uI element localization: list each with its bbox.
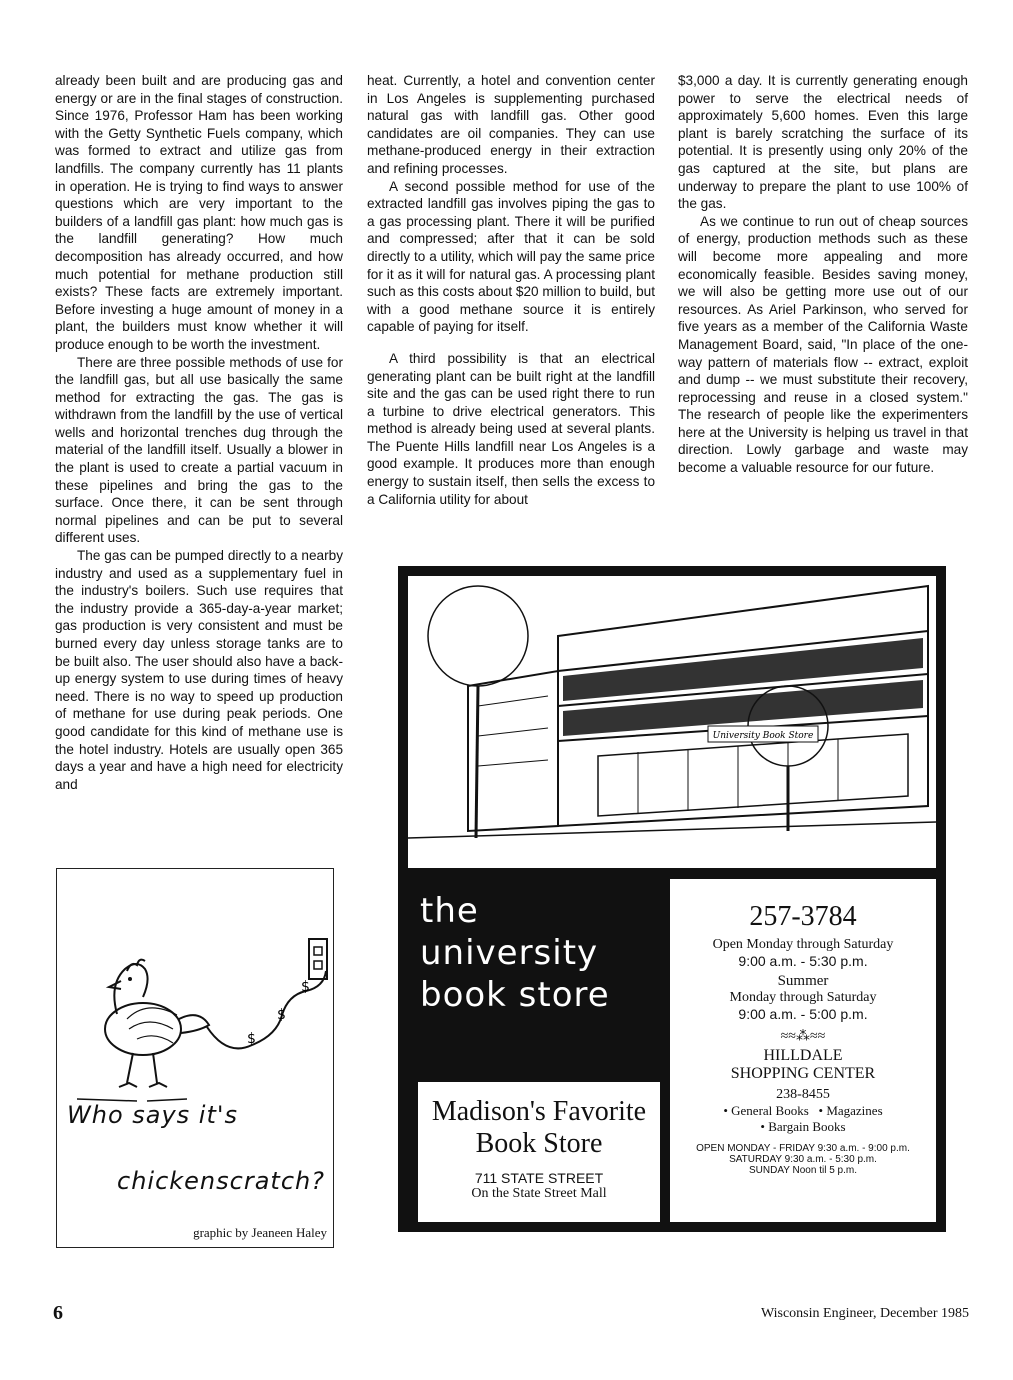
cartoon-box	[56, 868, 334, 1248]
branch-hours-2: SATURDAY 9:30 a.m. - 5:30 p.m.	[729, 1154, 877, 1165]
hours-box	[670, 879, 936, 1222]
summer-label: Summer	[777, 973, 829, 989]
paragraph: already been built and are producing gas and energy or are in the final stages of construction. Since 1976, Professor Ham has been working with the Getty Synthetic Fuels company, which was formed to extract and utilize gas from landfills. The company currently has 11 plants in operation. He is trying to find ways to answer questions which are very important to the builders of a landfill gas plant: how much gas is the landfill generating? How much decomposition has already occurred, and how much potential for methane production still exists? These facts are extremely important. Before investing a huge amount of money in a plant, the builders must know whether it will produce enough to be worth the investment.	[55, 73, 343, 352]
branch-items-2: • Bargain Books	[760, 1119, 846, 1134]
bookstore-title	[420, 890, 610, 1016]
slogan-line-2: Book Store	[475, 1128, 603, 1159]
slogan-line-1: Madison's Favorite	[431, 1096, 647, 1127]
slogan-box	[418, 1082, 660, 1222]
paragraph: heat. Currently, a hotel and convention center in Los Angeles is supplementing purchased natural gas with landfill gas. Other good candidates are oil companies. They can use methane-produced energy in their extraction and refining processes.	[367, 73, 655, 176]
branch-hours-1: OPEN MONDAY - FRIDAY 9:30 a.m. - 9:00 p.m.	[696, 1143, 910, 1154]
paragraph: A second possible method for use of the extracted landfill gas involves piping the gas to a gas processing plant. There it will be purified and compressed; after that it can be sold directly to a utility, which will pay the same price for it as it will for natural gas. A processing plant such as this costs about $20 million to build, but with a good methane source it is entirely capable of paying for itself.	[367, 178, 655, 335]
paragraph: As we continue to run out of cheap sources of energy, production methods such as these will become more appealing and more economically feasible. Besides saving money, we will also be getting more use out of our resources. As Ariel Parkinson, who served for five years as a member of the California Waste Management Board, said, "In place of the one-way pattern of materials flow -- extract, exploit and dump -- we must substitute their recovery, reprocessing and reuse in a closed system." The research of people like the experimenters here at the University is helping us travel in that direction. Lowly garbage and waste may become a valuable resource for our future.	[678, 213, 968, 476]
summer-hours: 9:00 a.m. - 5:00 p.m.	[738, 1006, 868, 1022]
article-column-3	[678, 72, 968, 477]
svg-text:$: $	[301, 979, 310, 995]
chicken-cord-drawing	[57, 909, 333, 1129]
branch-items-1: • General Books • Magazines	[723, 1103, 883, 1118]
paragraph: There are three possible methods of use for the landfill gas, but all use basically the same method for extracting the gas. The gas is withdrawn from the landfill by the use of vertical wells and horizontal trenches dug through the material of the landfill itself. Usually a blower in the plant is used to create a partial vacuum in these pipelines and bring the gas to the surface. Once there, it can be sent through normal pipelines and can be put to several different uses.	[55, 354, 343, 546]
paragraph: The gas can be pumped directly to a nearby industry and used as a supplementary fuel in the industry's boilers. Such use requires that the industry provide a 365-day-a-year market; gas production is very consistent and must be burned every day unless storage tanks are to be built also. The user should also have a back-up energy system to use during times of heavy need. There is no way to speed up production of methane for use during peak periods. One good candidate for this kind of methane use is the hotel industry. Hotels are usually open 365 days a year and have a high need for electricity and	[55, 548, 343, 792]
publication-footer: Wisconsin Engineer, December 1985	[760, 1306, 969, 1321]
branch-name-1: HILLDALE	[763, 1047, 843, 1064]
branch-hours-3: SUNDAY Noon til 5 p.m.	[748, 1165, 857, 1176]
branch-phone: 238-8455	[776, 1087, 830, 1102]
summer-days: Monday through Saturday	[729, 990, 877, 1005]
page-number: 6	[53, 1302, 63, 1324]
cartoon-caption-2: chickenscratch?	[117, 1167, 325, 1195]
bookstore-title-line: book store	[420, 975, 610, 1015]
cartoon-credit: graphic by Jeaneen Haley	[193, 1225, 327, 1240]
svg-text:$: $	[277, 1007, 286, 1023]
bookstore-ad	[398, 566, 946, 1232]
bookstore-building-sketch	[408, 576, 936, 868]
paragraph: A third possibility is that an electrical generating plant can be built right at the landfill site and the gas can be used right there to run a turbine to drive electrical generators. This method is already being used at several plants. The Puente Hills landfill near Los Angeles is a good example. It produces more than enough energy to sustain itself, then sells the excess to a California utility for about	[367, 350, 655, 507]
article-column-1	[55, 72, 343, 793]
hours-label: Open Monday through Saturday	[712, 937, 894, 952]
bookstore-title-line: university	[420, 933, 599, 973]
bookstore-title-line: the	[420, 891, 479, 931]
ornament-icon: ≈≈⁂≈≈	[780, 1029, 826, 1044]
branch-name-2: SHOPPING CENTER	[730, 1065, 876, 1082]
store-phone: 257-3784	[749, 901, 857, 932]
storefront-sign: University Book Store	[712, 731, 814, 741]
svg-text:$: $	[247, 1031, 256, 1047]
hours-value: 9:00 a.m. - 5:30 p.m.	[738, 953, 868, 969]
article-column-2	[367, 72, 655, 508]
store-address: 711 STATE STREET	[474, 1170, 604, 1186]
cartoon-caption-1: Who says it's	[67, 1101, 238, 1129]
paragraph: $3,000 a day. It is currently generating enough power to serve the electrical needs of approximately 5,600 homes. Even this large plant is barely scratching the surface of its potential. It is presently using only 20% of the gas captured at the site, but plans are underway to prepare the plant to use 100% of the gas.	[678, 73, 968, 212]
store-location: On the State Street Mall	[471, 1186, 607, 1201]
